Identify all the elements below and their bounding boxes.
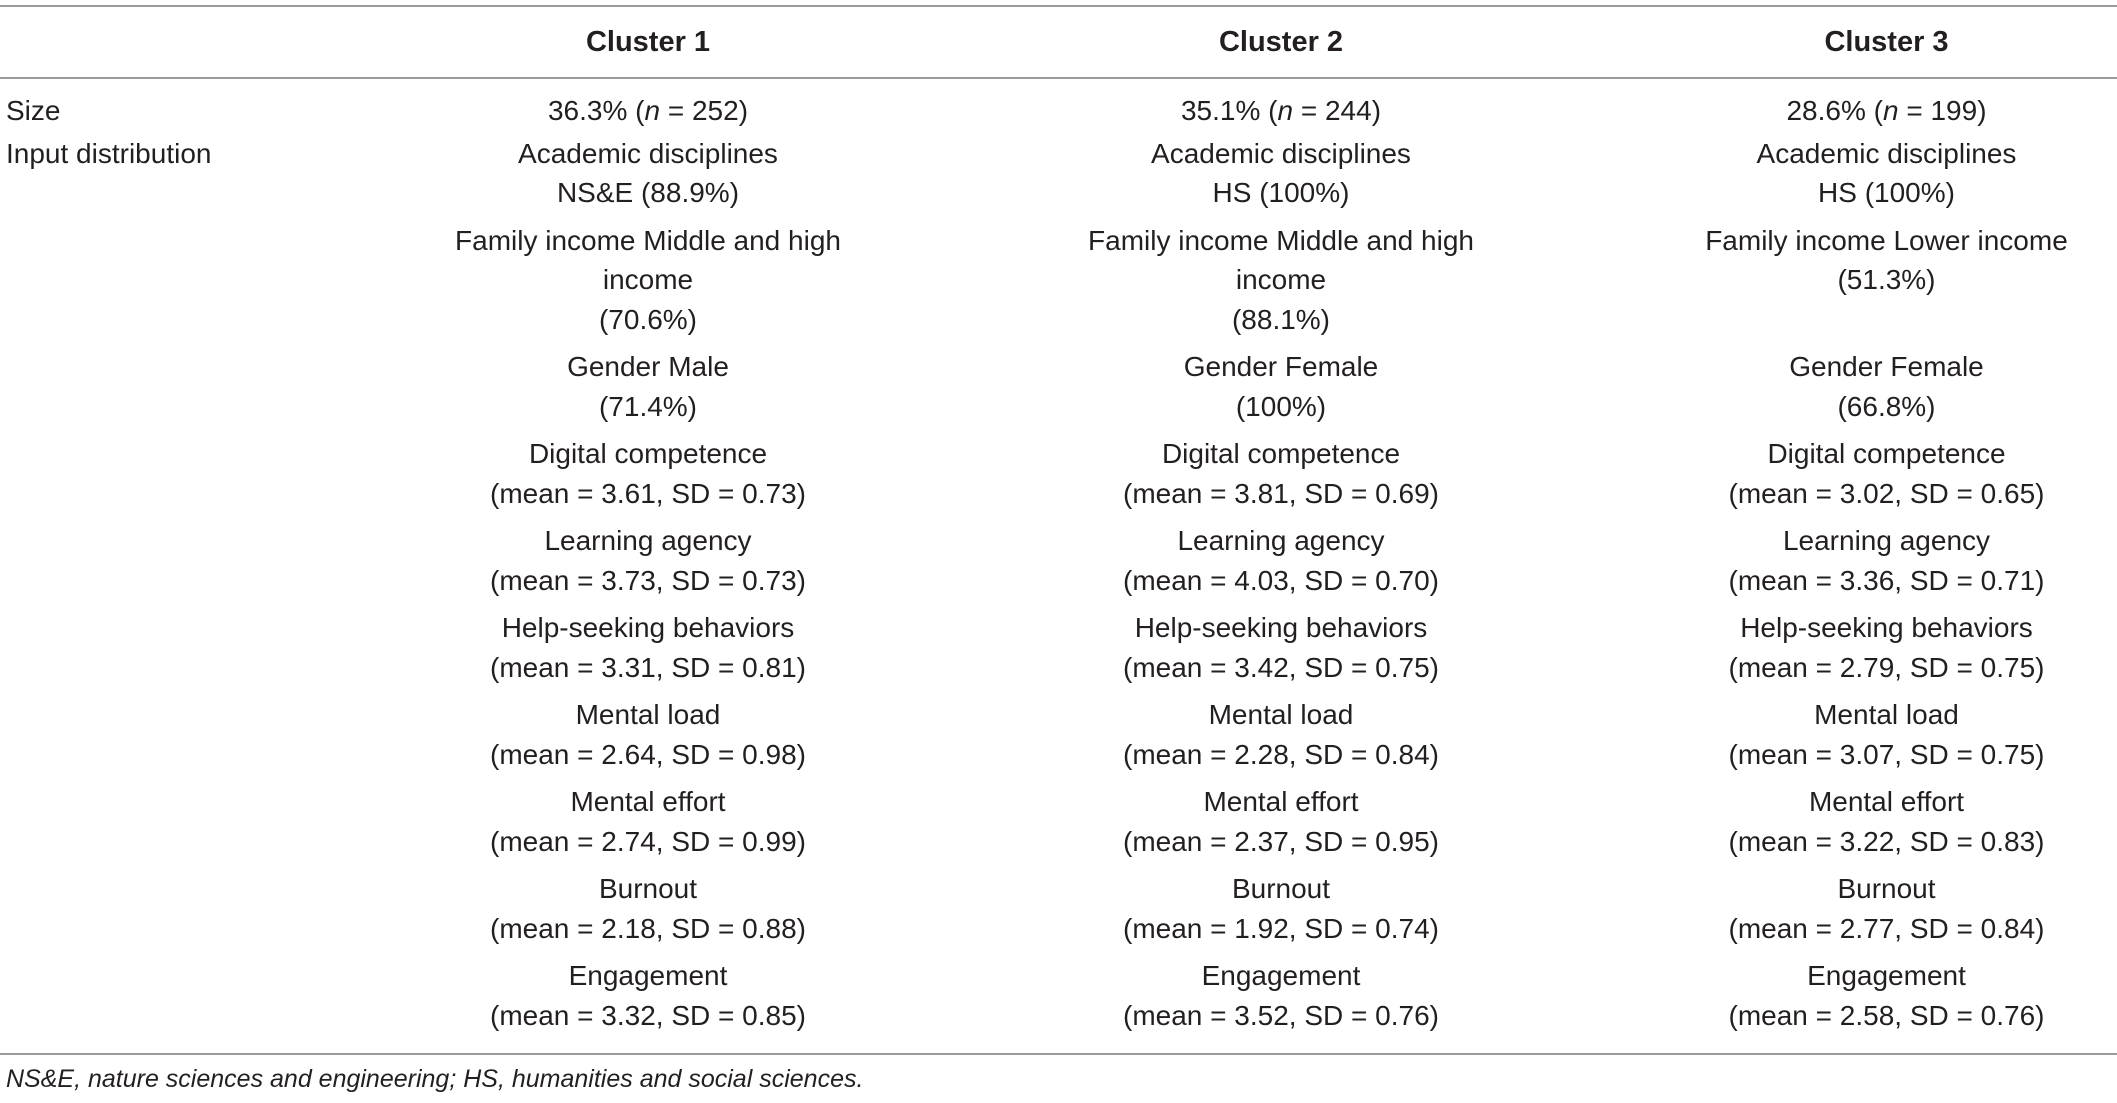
effort-title: Mental effort: [1203, 786, 1359, 817]
burnout-title: Burnout: [1837, 873, 1936, 904]
gender-group: [390, 347, 906, 426]
income-title-cont: income: [602, 264, 694, 295]
academic-title: Academic disciplines: [518, 137, 778, 169]
agency-title: Learning agency: [1782, 525, 1991, 556]
gender-value: (71.4%): [598, 390, 698, 422]
engagement-group: [1656, 956, 2117, 1035]
engagement-group: [390, 956, 906, 1035]
input-cluster-3: [1656, 134, 2117, 1044]
burnout-title: Burnout: [1231, 873, 1331, 904]
engagement-title: Engagement: [568, 960, 728, 991]
burnout-title: Burnout: [598, 873, 698, 904]
size-pct: 35.1% (: [1180, 95, 1278, 126]
income-spacer: [1656, 300, 2117, 340]
size-cluster-1: [390, 91, 906, 131]
agency-group: [390, 521, 906, 600]
load-group: [1656, 695, 2117, 774]
gender-title: Gender Female: [1789, 351, 1984, 382]
academic-title: Academic disciplines: [1151, 137, 1411, 169]
income-value: (70.6%): [598, 303, 698, 335]
load-group: [390, 695, 906, 774]
help-group: [390, 608, 906, 687]
effort-value: (mean = 2.37, SD = 0.95): [1123, 825, 1439, 857]
gender-title: Gender Male: [567, 351, 729, 382]
engagement-title: Engagement: [1201, 960, 1361, 991]
academic-group: [906, 134, 1656, 213]
income-value: (51.3%): [1837, 264, 1936, 295]
results-table: [0, 5, 2117, 1094]
header-cluster-1: Cluster 1: [585, 25, 711, 58]
digital-value: (mean = 3.61, SD = 0.73): [490, 477, 806, 509]
size-cluster-3: [1656, 91, 2117, 131]
load-group: [906, 695, 1656, 774]
digital-value: (mean = 3.02, SD = 0.65): [1728, 477, 2045, 509]
academic-value: HS (100%): [1212, 177, 1350, 208]
income-title: Family income Lower income: [1705, 224, 2068, 256]
digital-title: Digital competence: [528, 438, 768, 469]
size-n: = 244): [1293, 95, 1382, 126]
size-label: Size: [6, 95, 61, 126]
n-symbol: n: [1882, 95, 1899, 126]
gender-value: (66.8%): [1837, 390, 1936, 422]
input-distribution-row: [0, 134, 2117, 1044]
effort-group: [390, 782, 906, 861]
help-value: (mean = 3.31, SD = 0.81): [490, 651, 806, 683]
gender-value: (100%): [1235, 390, 1327, 422]
size-n: = 252): [660, 95, 749, 126]
digital-group: [906, 434, 1656, 513]
help-value: (mean = 3.42, SD = 0.75): [1123, 651, 1439, 683]
effort-value: (mean = 2.74, SD = 0.99): [490, 825, 806, 857]
input-cluster-2: [906, 134, 1656, 1044]
income-title-cont: income: [1235, 264, 1327, 295]
size-pct: 36.3% (: [547, 95, 645, 126]
input-distribution-label: Input distribution: [6, 137, 212, 169]
header-rule: [0, 77, 2117, 79]
help-group: [1656, 608, 2117, 687]
bottom-rule: [0, 1053, 2117, 1055]
income-group: [906, 221, 1656, 340]
table-footnote: NS&E, nature sciences and engineering; HS, humanities and social sciences.: [6, 1065, 864, 1093]
digital-group: [1656, 434, 2117, 513]
agency-value: (mean = 3.73, SD = 0.73): [490, 564, 806, 596]
agency-title: Learning agency: [544, 525, 752, 556]
effort-title: Mental effort: [1808, 786, 1965, 817]
input-cluster-1: [390, 134, 906, 1044]
load-title: Mental load: [575, 699, 721, 730]
agency-title: Learning agency: [1177, 525, 1385, 556]
income-value: (88.1%): [1231, 303, 1331, 335]
effort-title: Mental effort: [570, 786, 726, 817]
academic-group: [390, 134, 906, 213]
gender-title: Gender Female: [1183, 351, 1379, 382]
burnout-value: (mean = 2.77, SD = 0.84): [1728, 912, 2045, 944]
size-n: = 199): [1898, 95, 1987, 126]
header-cluster-3: Cluster 3: [1824, 25, 1949, 58]
table-header-row: [0, 7, 2117, 77]
n-symbol: n: [1277, 95, 1294, 126]
engagement-title: Engagement: [1807, 960, 1966, 991]
header-cluster-2: Cluster 2: [1218, 25, 1344, 58]
help-group: [906, 608, 1656, 687]
academic-value: HS (100%): [1818, 177, 1955, 208]
agency-value: (mean = 3.36, SD = 0.71): [1728, 564, 2045, 596]
engagement-value: (mean = 3.52, SD = 0.76): [1123, 999, 1439, 1031]
help-value: (mean = 2.79, SD = 0.75): [1728, 651, 2045, 683]
load-title: Mental load: [1814, 699, 1959, 730]
agency-group: [1656, 521, 2117, 600]
digital-title: Digital competence: [1161, 438, 1401, 469]
effort-group: [906, 782, 1656, 861]
burnout-group: [390, 869, 906, 948]
digital-value: (mean = 3.81, SD = 0.69): [1123, 477, 1439, 509]
n-symbol: n: [644, 95, 661, 126]
digital-group: [390, 434, 906, 513]
engagement-value: (mean = 3.32, SD = 0.85): [490, 999, 806, 1031]
burnout-value: (mean = 1.92, SD = 0.74): [1123, 912, 1439, 944]
size-row: [0, 91, 2117, 131]
academic-group: [1656, 134, 2117, 213]
burnout-group: [906, 869, 1656, 948]
income-group: [1656, 221, 2117, 340]
gender-group: [1656, 347, 2117, 426]
load-value: (mean = 2.64, SD = 0.98): [490, 738, 806, 770]
academic-title: Academic disciplines: [1756, 137, 2017, 169]
academic-value: NS&E (88.9%): [556, 177, 740, 208]
engagement-group: [906, 956, 1656, 1035]
agency-value: (mean = 4.03, SD = 0.70): [1123, 564, 1439, 596]
burnout-group: [1656, 869, 2117, 948]
load-value: (mean = 3.07, SD = 0.75): [1728, 738, 2045, 770]
load-title: Mental load: [1208, 699, 1354, 730]
engagement-value: (mean = 2.58, SD = 0.76): [1728, 999, 2045, 1031]
help-title: Help-seeking behaviors: [1134, 612, 1428, 643]
agency-group: [906, 521, 1656, 600]
help-title: Help-seeking behaviors: [501, 612, 795, 643]
size-pct: 28.6% (: [1786, 95, 1883, 126]
load-value: (mean = 2.28, SD = 0.84): [1123, 738, 1439, 770]
digital-title: Digital competence: [1767, 438, 2006, 469]
effort-value: (mean = 3.22, SD = 0.83): [1728, 825, 2045, 857]
burnout-value: (mean = 2.18, SD = 0.88): [490, 912, 806, 944]
help-title: Help-seeking behaviors: [1740, 612, 2033, 643]
income-title: Family income Middle and high: [455, 224, 841, 256]
size-cluster-2: [906, 91, 1656, 131]
income-title: Family income Middle and high: [1088, 224, 1474, 256]
income-group: [390, 221, 906, 340]
effort-group: [1656, 782, 2117, 861]
gender-group: [906, 347, 1656, 426]
